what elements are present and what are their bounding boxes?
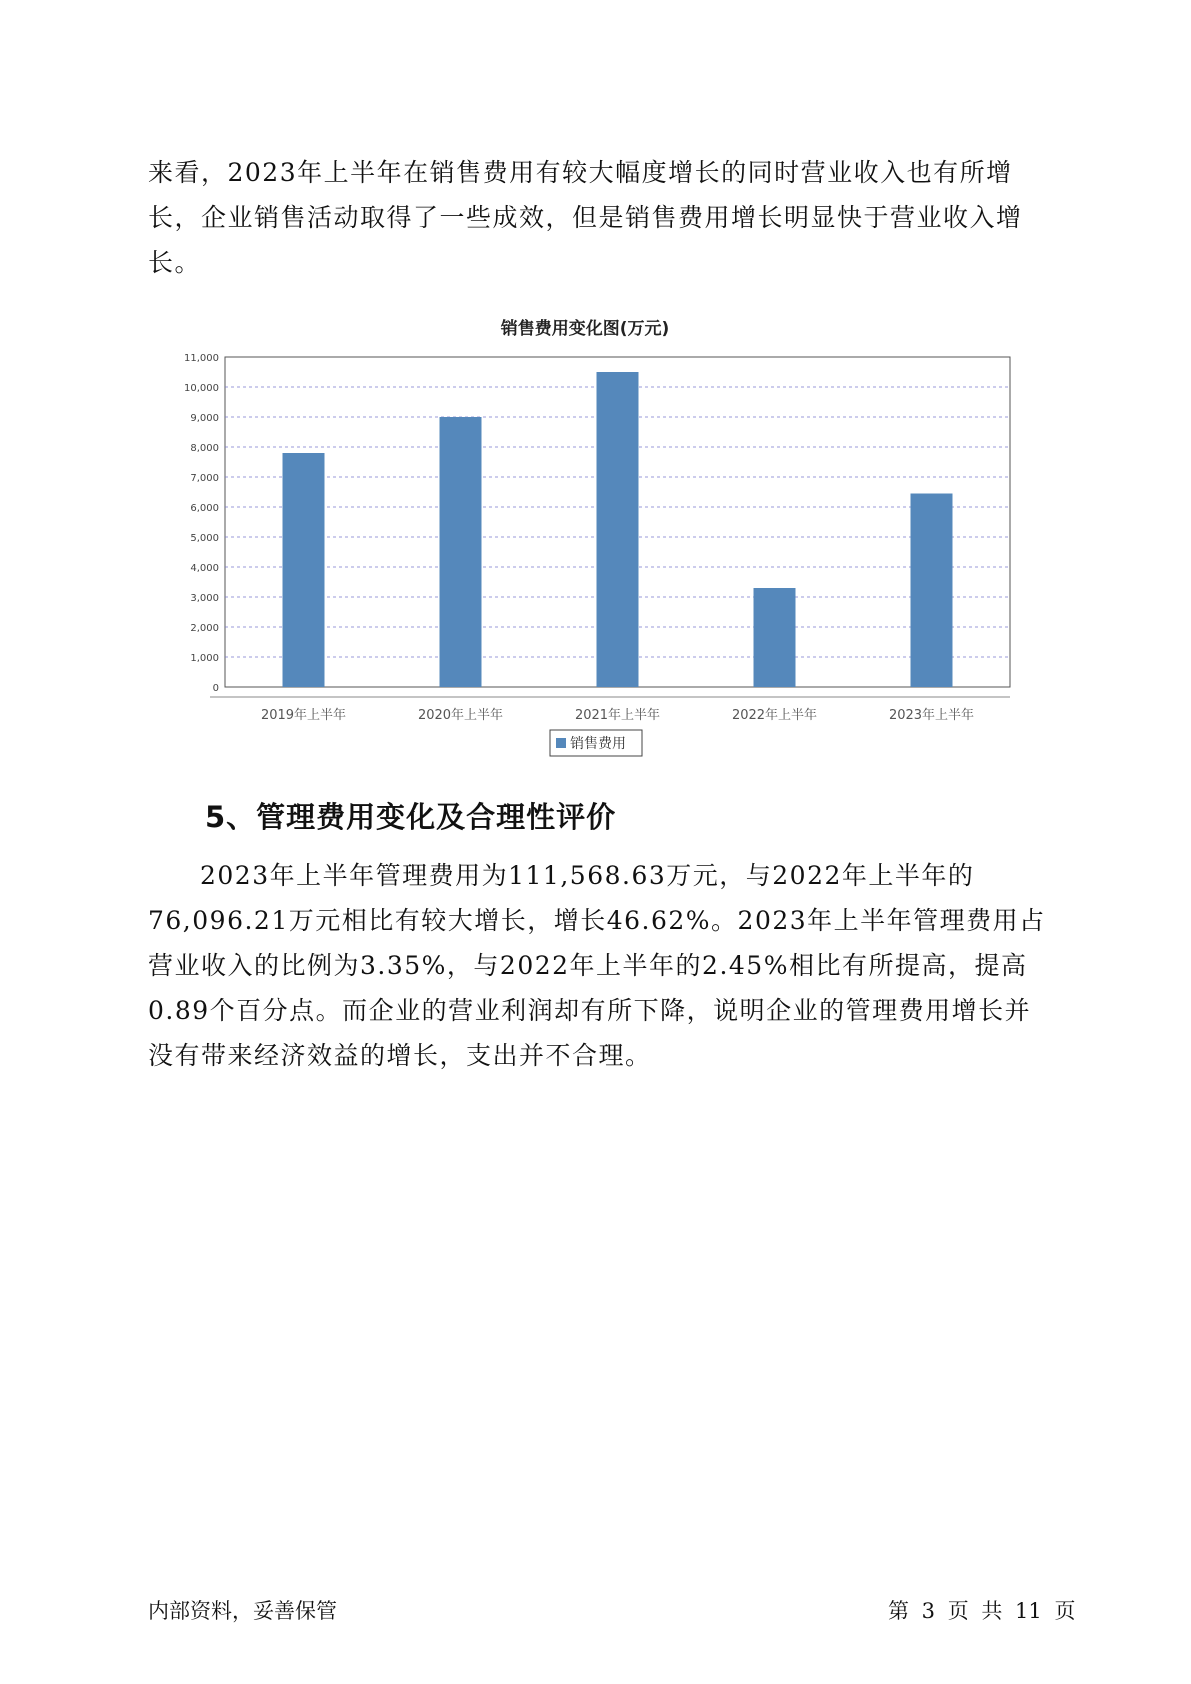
x-tick-label: 2022年上半年 bbox=[731, 708, 818, 723]
footer-page-number: 第 3 页 共 11 页 bbox=[888, 1599, 1076, 1623]
bar bbox=[754, 588, 796, 687]
y-tick-label: 9,000 bbox=[190, 413, 219, 424]
y-tick-label: 7,000 bbox=[190, 473, 219, 484]
y-tick-label: 6,000 bbox=[190, 503, 219, 514]
chart-title: 销售费用变化图(万元) bbox=[500, 319, 670, 339]
x-tick-label: 2020年上半年 bbox=[417, 708, 504, 723]
x-tick-label: 2019年上半年 bbox=[260, 708, 347, 723]
section-heading: 5、管理费用变化及合理性评价 bbox=[205, 800, 617, 834]
chart-canvas bbox=[160, 312, 1020, 772]
legend-swatch bbox=[556, 738, 566, 748]
sales-expense-chart bbox=[160, 312, 1020, 772]
y-tick-label: 10,000 bbox=[184, 383, 219, 394]
bar bbox=[283, 453, 325, 687]
y-tick-label: 11,000 bbox=[184, 353, 219, 364]
bar bbox=[597, 372, 639, 687]
bar bbox=[911, 494, 953, 688]
footer-confidential-note: 内部资料，妥善保管 bbox=[148, 1599, 337, 1623]
y-tick-label: 2,000 bbox=[190, 623, 219, 634]
y-tick-label: 3,000 bbox=[190, 593, 219, 604]
body-paragraph: 来看，2023年上半年在销售费用有较大幅度增长的同时营业收入也有所增长，企业销售活动取得了一些成效，但是销售费用增长明显快于营业收入增长。 bbox=[148, 158, 1023, 277]
x-tick-label: 2021年上半年 bbox=[574, 708, 661, 723]
body-paragraph: 2023年上半年管理费用为111,568.63万元，与2022年上半年的76,096.21万元相比有较大增长，增长46.62%。2023年上半年管理费用占营业收入的比例为3.35%，与2022年上半年的2.45%相比有所提高，提高0.89个百分点。而企业的营业利润却有所下降，说明企业的管理费用增长并没有带来经济效益的增长，支出并不合理。 bbox=[148, 861, 1046, 1070]
y-tick-label: 8,000 bbox=[190, 443, 219, 454]
y-tick-label: 0 bbox=[212, 683, 219, 694]
x-tick-label: 2023年上半年 bbox=[888, 708, 975, 723]
bar bbox=[440, 417, 482, 687]
y-tick-label: 5,000 bbox=[190, 533, 219, 544]
legend-label: 销售费用 bbox=[570, 736, 626, 752]
y-tick-label: 1,000 bbox=[190, 653, 219, 664]
y-tick-label: 4,000 bbox=[190, 563, 219, 574]
